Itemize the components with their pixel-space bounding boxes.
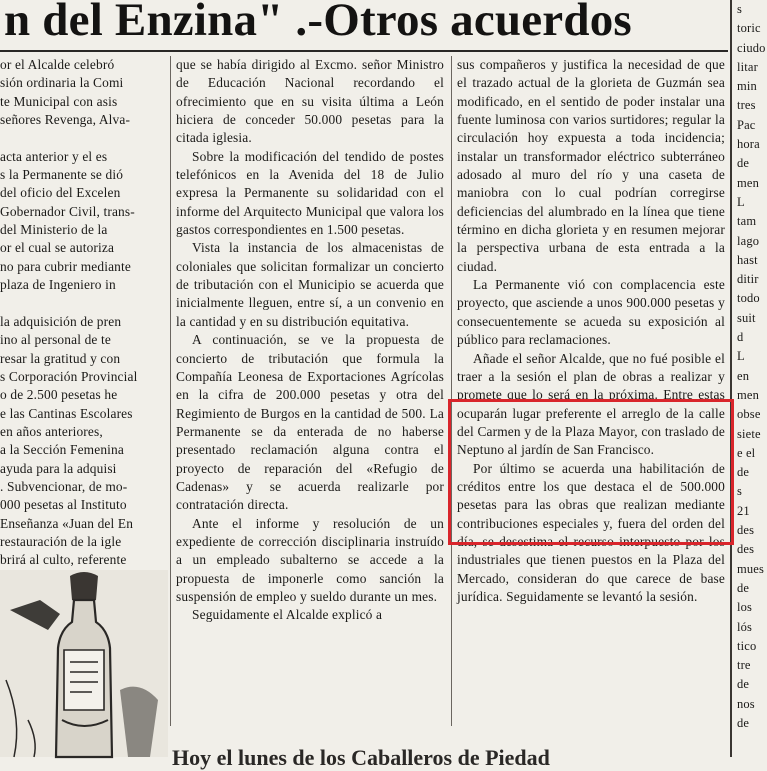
column-1-line: brirá al culto, referente: [0, 552, 127, 568]
column-4-line: men: [737, 387, 759, 402]
column-divider: [170, 56, 171, 726]
column-4-line: men: [737, 175, 759, 190]
column-1-line: or el cual se autoriza: [0, 240, 115, 256]
paragraph: Por último se acuerda una habilitación de créditos entre los que destaca el de 500.000 pesetas para las obras que realizan mediante contribuciones especiales y, fuera del orden del día, se desestima el recurso interpuesto por los industriales que tienen puestos en la Plaza del Mercado, consideran do que carece de base jurídica. Seguidamente se levantó la sesión.: [457, 460, 725, 604]
column-4-line: L: [737, 349, 745, 364]
column-1-line: . Subvencionar, de mo-: [0, 478, 128, 494]
column-4-line: ditir: [737, 272, 759, 287]
column-1-line: e las Cantinas Escolares: [0, 405, 133, 421]
column-4-line: siete: [737, 426, 761, 441]
column-1-line: te Municipal con asis: [0, 93, 118, 109]
column-4-line: de: [737, 580, 750, 595]
column-1-line: or el Alcalde celebró: [0, 57, 115, 72]
column-4-line: en: [737, 368, 750, 383]
column-4-line: suit: [737, 310, 756, 325]
column-3: [457, 56, 725, 726]
column-4-line: todo: [737, 291, 760, 306]
next-article-headline: Hoy el lunes de los Caballeros de Piedad: [172, 745, 550, 770]
column-1-line: Enseñanza «Juan del En: [0, 515, 134, 531]
column-1-line: ino al personal de te: [0, 332, 111, 348]
highlight-box: [448, 399, 734, 545]
column-divider: [451, 56, 452, 726]
column-4-line: de: [737, 156, 750, 171]
column-1-line: ayuda para la adquisi: [0, 460, 117, 476]
column-4-line: toric: [737, 21, 761, 36]
column-1: [0, 56, 166, 576]
paragraph: La Permanente vió con complacencia este proyecto, que asciende a unos 900.000 pesetas y consecuentemente se acueda su exposición al público para reclamaciones.: [457, 277, 725, 348]
column-4-line: s: [737, 2, 743, 16]
column-1-line: o de 2.500 pesetas he: [0, 387, 118, 403]
paragraph: Sobre la modificación del tendido de postes telefónicos en la Avenida del 18 de Julio expresa la Permanente su solidaridad con el informe del Arquitecto Municipal que valora los gastos correspondientes en 1.500 pesetas.: [176, 148, 444, 238]
column-1-line: resar la gratitud y con: [0, 350, 121, 366]
paragraph: Vista la instancia de los almacenistas de coloniales que solicitan formalizar un concierto de tributación con el Municipio se acuerda que inicialmente lleguen, entre sí, a un convenio en la cantidad y en su distribución equitativa.: [176, 240, 444, 329]
column-4-line: tre: [737, 658, 751, 673]
column-4-line: hast: [737, 252, 758, 267]
column-1-line: [0, 129, 166, 147]
column-1-line: del oficio del Excelen: [0, 185, 121, 201]
column-1-line: 000 pesetas al Instituto: [0, 497, 127, 513]
paragraph: que se había dirigido al Excmo. señor Ministro de Educación Nacional recordando el ofrecimiento que en su visita última a León hiciera de conceder 50.000 pesetas para la citada iglesia.: [176, 57, 444, 146]
column-4-line: des: [737, 542, 755, 557]
column-1-line: señores Revenga, Alva-: [0, 112, 131, 128]
column-4-line: tico: [737, 638, 757, 653]
column-1-line: sión ordinaria la Comi: [0, 75, 124, 91]
column-4-line: min: [737, 79, 757, 94]
column-1-line: Gobernador Civil, trans-: [0, 203, 135, 219]
column-4-line: de: [737, 677, 750, 692]
column-1-line: en años anteriores,: [0, 423, 103, 439]
column-4-line: lós: [737, 619, 753, 634]
column-4-line: L: [737, 194, 745, 209]
column-4-line: 21: [737, 503, 750, 518]
column-divider: [730, 0, 732, 757]
column-1-line: s la Permanente se dió: [0, 167, 124, 183]
column-4-line: mues: [737, 561, 764, 576]
column-4-line: nos: [737, 696, 755, 711]
column-4-line: lago: [737, 233, 760, 248]
column-4-line: Pac: [737, 117, 756, 132]
headline: n del Enzina" .-Otros acuerdos: [4, 0, 632, 46]
paragraph: sus compañeros y justifica la necesidad de que el trazado actual de la glorieta de Guzmán sea modificado, en el sentido de poder instalar una fuente luminosa con varios surtidores; regular la circulación hoy expuesta a toda incidencia; instalar un transformador eléctrico subterráneo adosado al muro del río y una caseta de maniobra con lo cual podrían corregirse deficiencias del alumbrado en la línea que tiene término en dicha glorieta y en resumen mejorar la perspectiva urbana de esta entrada a la ciudad.: [457, 57, 725, 274]
column-4-line: tres: [737, 98, 756, 113]
column-1-line: [0, 294, 166, 312]
column-4-fragment: [737, 0, 767, 757]
column-1-line: no para cubrir mediante: [0, 258, 131, 274]
column-2: [176, 56, 444, 726]
column-4-line: des: [737, 523, 755, 538]
column-4-line: obse: [737, 407, 761, 422]
column-1-line: s Corporación Provincial: [0, 368, 138, 384]
paragraph: A continuación, se ve la propuesta de concierto de tributación que formula la Compañía Leonesa de Exportaciones Agrícolas en la cifra de 200.000 pesetas y otra del Regimiento de Burgos en la cantidad de 500. La Permanente se da enterada de no haberse presentado reclamación alguna contra el proyecto de reparación del «Refugio de Cadenas» y se acuerda realizarle por contratación directa.: [176, 332, 444, 513]
column-1-line: restauración de la igle: [0, 533, 122, 549]
column-4-line: litar: [737, 59, 758, 74]
paragraph: Añade el señor Alcalde, que no fué posible el traer a la sesión el plan de obras a realizar y promete que lo será en la próxima. Entre estas ocuparán lugar preferente el arreglo de la calle del Carmen y de la Plaza Mayor, con traslado de Neptuno al jardín de San Francisco.: [457, 350, 725, 458]
column-4-line: los: [737, 600, 753, 615]
column-1-line: acta anterior y el es: [0, 148, 108, 164]
column-1-line: a la Sección Femenina: [0, 442, 124, 458]
column-4-line: s: [737, 484, 743, 499]
column-4-line: hora: [737, 137, 760, 152]
column-1-line: la adquisición de pren: [0, 313, 122, 329]
bottle-advertisement-image: [0, 570, 168, 757]
paragraph: Ante el informe y resolución de un expediente de corrección disciplinaria instruído a un empleado subalterno se accede a la propuesta de imponerle como sanción la suspensión de empleo y sueldo durante un mes.: [176, 515, 444, 604]
column-4-line: tam: [737, 214, 757, 229]
column-1-line: plaza de Ingeniero in: [0, 277, 116, 293]
headline-rule: [0, 50, 728, 52]
column-4-line: d: [737, 330, 744, 345]
column-4-line: e el: [737, 445, 756, 460]
column-4-line: ciudo: [737, 40, 766, 55]
column-1-line: del Ministerio de la: [0, 222, 108, 238]
column-4-line: de: [737, 715, 750, 730]
paragraph: Seguidamente el Alcalde explicó a: [192, 607, 383, 623]
column-4-line: de: [737, 465, 750, 480]
